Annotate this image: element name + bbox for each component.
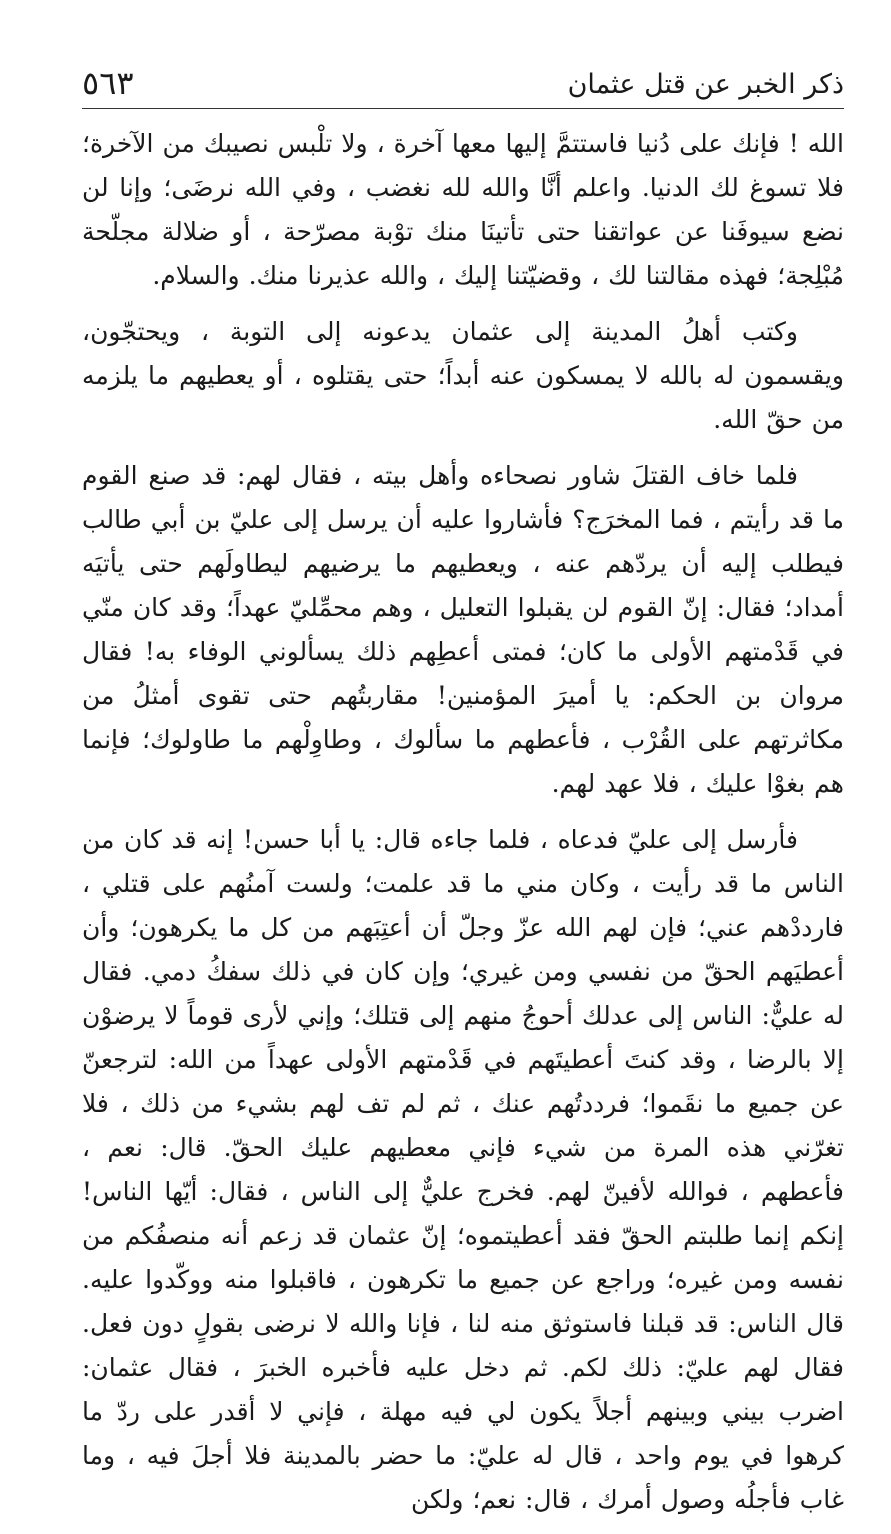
page-number: ٥٦٣ [82,64,134,102]
paragraph: فلما خاف القتلَ شاور نصحاءه وأهل بيته ، فقال لهم: قد صنع القوم ما قد رأيتم ، فما المخرَج؟ فأشاروا عليه أن يرسل إلى عليّ بن أبي طالب فيطلب إليه أن يردّهم عنه ، ويعطيهم ما يرضيهم ليطاولَهم حتى يأتيَه أمداد؛ فقال: إنّ القوم لن يقبلوا التعليل ، وهم محمِّليّ عهداً؛ وقد كان منّي في قَدْمتهم الأولى ما كان؛ فمتى أعطِهم ذلك يسألوني الوفاء به! فقال مروان بن الحكم: يا أميرَ المؤمنين! مقاربتُهم حتى تقوى أمثلُ من مكاثرتهم على القُرْب ، فأعطهم ما سألوك ، وطاوِلْهم ما طاولوك؛ فإنما هم بغوْا عليك ، فلا عهد لهم. [82,461,844,798]
running-title: ذكر الخبر عن قتل عثمان [567,69,844,100]
paragraph: وكتب أهلُ المدينة إلى عثمان يدعونه إلى التوبة ، ويحتجّون، ويقسمون له بالله لا يمسكون عنه أبداً؛ حتى يقتلوه ، أو يعطيهم ما يلزمه من حقّ الله. [82,317,844,434]
header-divider [82,108,844,109]
page-header [82,58,844,106]
paragraph: فأرسل إلى عليّ فدعاه ، فلما جاءه قال: يا أبا حسن! إنه قد كان من الناس ما قد رأيت ، وكان مني ما قد علمت؛ ولست آمنُهم على قتلي ، فارددْهم عني؛ فإن لهم الله عزّ وجلّ أن أعتِبَهم من كل ما يكرهون؛ وأن أعطيَهم الحقّ من نفسي ومن غيري؛ وإن كان في ذلك سفكُ دمي. فقال له عليٌّ: الناس إلى عدلك أحوجُ منهم إلى قتلك؛ وإني لأرى قوماً لا يرضوْن إلا بالرضا ، وقد كنتَ أعطيتَهم في قَدْمتهم الأولى عهداً من الله: لترجعنّ عن جميع ما نقَموا؛ فرددتُهم عنك ، ثم لم تف لهم بشيء من ذلك ، فلا تغرّني هذه المرة من شيء فإني معطيهم عليك الحقّ. قال: نعم ، فأعطهم ، فوالله لأفينّ لهم. فخرج عليٌّ إلى الناس ، فقال: أيّها الناس! إنكم إنما طلبتم الحقّ فقد أعطيتموه؛ إنّ عثمان قد زعم أنه منصفُكم من نفسه ومن غيره؛ وراجع عن جميع ما تكرهون ، فاقبلوا منه ووكّدوا عليه. قال الناس: قد قبلنا فاستوثق منه لنا ، فإنا والله لا نرضى بقولٍ دون فعل. فقال لهم عليّ: ذلك لكم. ثم دخل عليه فأخبره الخبرَ ، فقال عثمان: اضرب بيني وبينهم أجلاً يكون لي فيه مهلة ، فإني لا أقدر على ردّ ما كرهوا في يوم واحد ، قال له عليّ: ما حضر بالمدينة فلا أجلَ فيه ، وما غاب فأجلُه وصول أمرك ، قال: نعم؛ ولكن [82,825,844,1514]
paragraph: الله ! فإنك على دُنيا فاستتمَّ إليها معها آخرة ، ولا تلْبس نصيبك من الآخرة؛ فلا تسوغ لك الدنيا. واعلم أنَّا والله لله نغضب ، وفي الله نرضَى؛ وإنا لن نضع سيوفَنا عن عواتقنا حتى تأتينَا منك توْبة مصرّحة ، أو ضلالة مجلّحة مُبْلِجة؛ فهذه مقالتنا لك ، وقضيّتنا إليك ، والله عذيرنا منك. والسلام. [82,129,844,290]
body-text [82,122,844,1534]
